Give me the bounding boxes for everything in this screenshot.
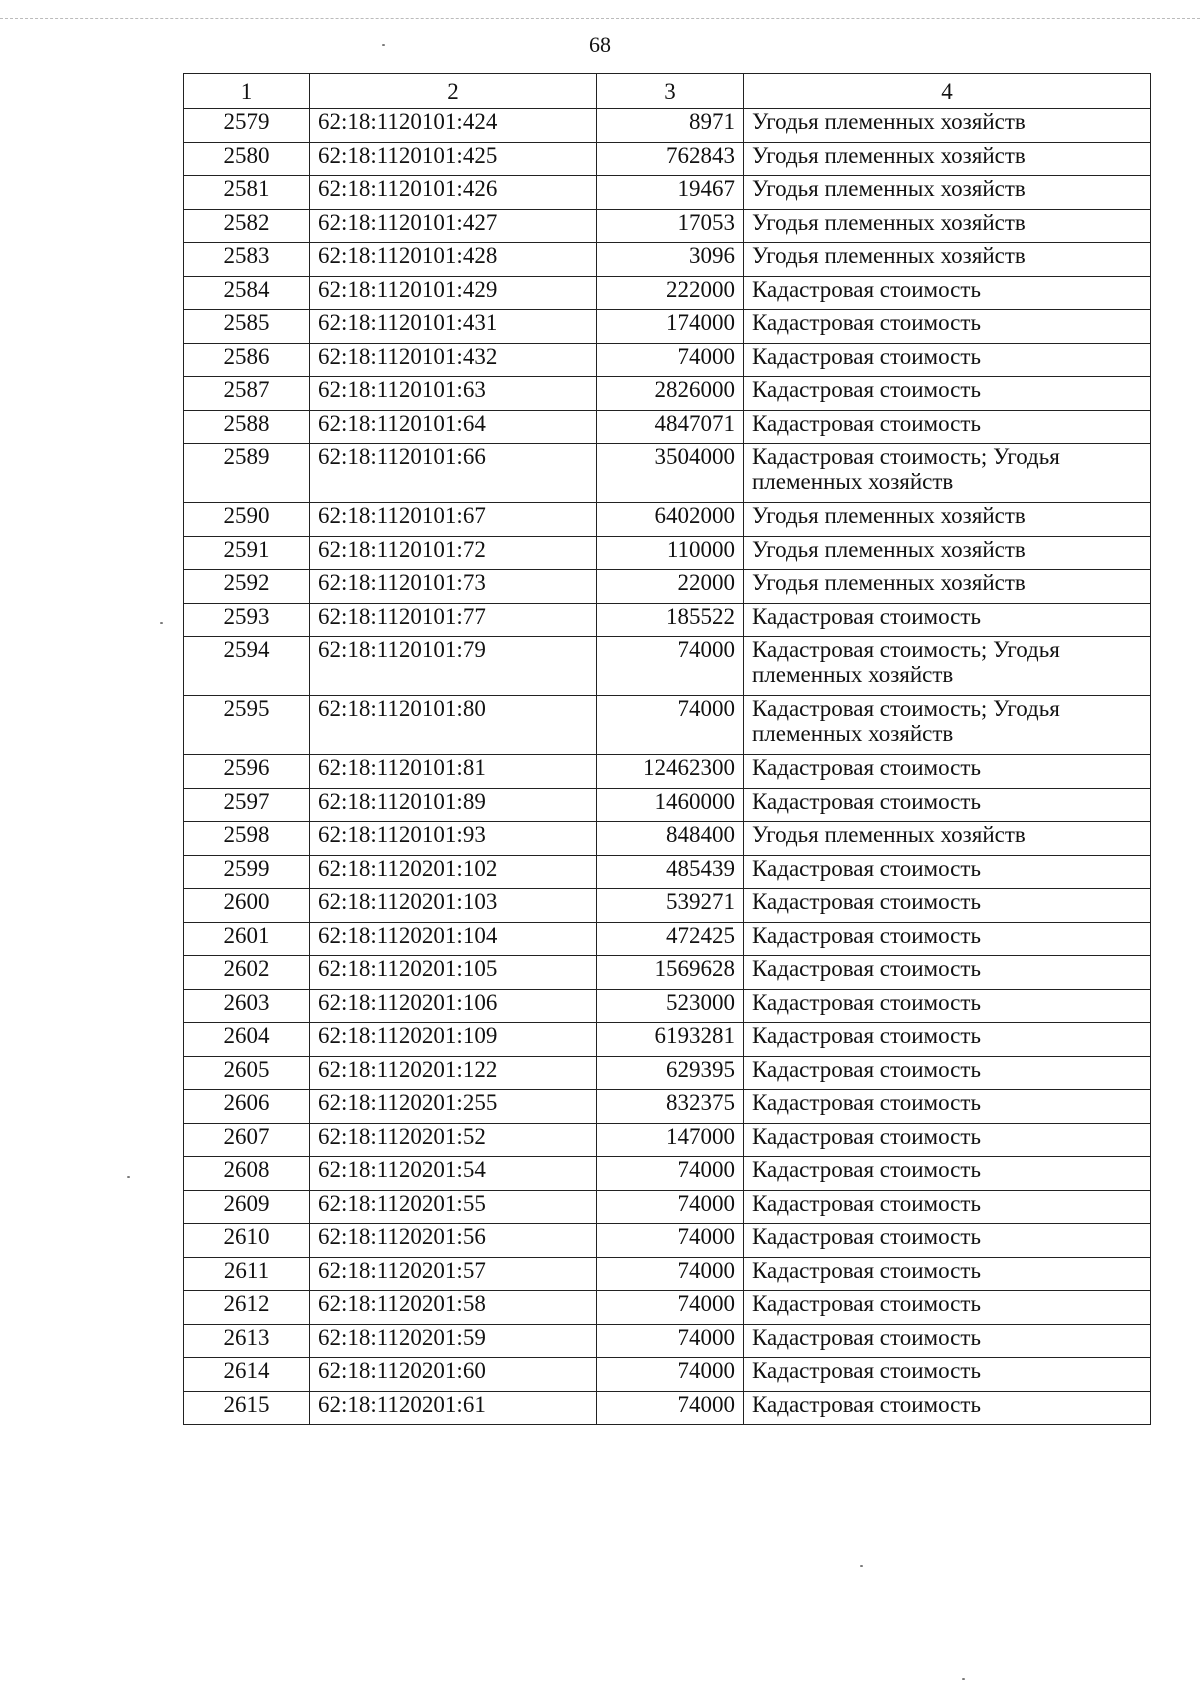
row-number-cell: 2611 [184, 1257, 310, 1291]
area-cell: 4847071 [597, 410, 744, 444]
cadastral-number-cell: 62:18:1120101:80 [310, 696, 597, 755]
cadastral-number-cell: 62:18:1120201:55 [310, 1190, 597, 1224]
cadastral-number-cell: 62:18:1120101:81 [310, 755, 597, 789]
cadastral-number-cell: 62:18:1120101:79 [310, 637, 597, 696]
category-cell: Угодья племенных хозяйств [744, 822, 1151, 856]
cadastral-number-cell: 62:18:1120201:109 [310, 1023, 597, 1057]
table-row [184, 922, 1151, 956]
row-number-cell: 2597 [184, 788, 310, 822]
table-row [184, 343, 1151, 377]
row-number-cell: 2591 [184, 536, 310, 570]
cadastral-number-cell: 62:18:1120101:93 [310, 822, 597, 856]
row-number-cell: 2595 [184, 696, 310, 755]
area-cell: 1569628 [597, 956, 744, 990]
row-number-cell: 2600 [184, 889, 310, 923]
table-body [184, 109, 1151, 1425]
table-row [184, 855, 1151, 889]
category-cell: Угодья племенных хозяйств [744, 570, 1151, 604]
category-cell: Кадастровая стоимость [744, 922, 1151, 956]
table-row [184, 989, 1151, 1023]
land-plots-table [183, 73, 1151, 1425]
category-cell: Угодья племенных хозяйств [744, 503, 1151, 537]
table-row [184, 822, 1151, 856]
area-cell: 17053 [597, 209, 744, 243]
row-number-cell: 2601 [184, 922, 310, 956]
cadastral-number-cell: 62:18:1120201:60 [310, 1358, 597, 1392]
cadastral-number-cell: 62:18:1120201:58 [310, 1291, 597, 1325]
table-row [184, 956, 1151, 990]
column-header-3: 3 [597, 74, 744, 109]
cadastral-number-cell: 62:18:1120201:61 [310, 1391, 597, 1425]
row-number-cell: 2596 [184, 755, 310, 789]
area-cell: 1460000 [597, 788, 744, 822]
table-row [184, 696, 1151, 755]
table-row [184, 637, 1151, 696]
category-cell: Кадастровая стоимость [744, 1157, 1151, 1191]
table-row [184, 310, 1151, 344]
cadastral-number-cell: 62:18:1120101:425 [310, 142, 597, 176]
table-row [184, 503, 1151, 537]
row-number-cell: 2613 [184, 1324, 310, 1358]
table-row [184, 444, 1151, 503]
area-cell: 74000 [597, 637, 744, 696]
cadastral-number-cell: 62:18:1120101:429 [310, 276, 597, 310]
row-number-cell: 2580 [184, 142, 310, 176]
category-cell: Кадастровая стоимость [744, 889, 1151, 923]
category-cell: Кадастровая стоимость [744, 1224, 1151, 1258]
category-cell: Кадастровая стоимость [744, 1090, 1151, 1124]
cadastral-number-cell: 62:18:1120201:103 [310, 889, 597, 923]
row-number-cell: 2607 [184, 1123, 310, 1157]
area-cell: 629395 [597, 1056, 744, 1090]
row-number-cell: 2590 [184, 503, 310, 537]
category-cell: Кадастровая стоимость [744, 788, 1151, 822]
category-cell: Кадастровая стоимость [744, 1023, 1151, 1057]
category-cell: Кадастровая стоимость [744, 1123, 1151, 1157]
column-header-1: 1 [184, 74, 310, 109]
category-cell: Кадастровая стоимость [744, 410, 1151, 444]
row-number-cell: 2588 [184, 410, 310, 444]
cadastral-number-cell: 62:18:1120201:105 [310, 956, 597, 990]
table-row [184, 109, 1151, 143]
column-header-2: 2 [310, 74, 597, 109]
scan-speck [860, 1565, 863, 1567]
area-cell: 6402000 [597, 503, 744, 537]
area-cell: 74000 [597, 1157, 744, 1191]
table-row [184, 1291, 1151, 1325]
page-number: 68 [589, 32, 611, 57]
table-row [184, 788, 1151, 822]
cadastral-number-cell: 62:18:1120201:57 [310, 1257, 597, 1291]
area-cell: 74000 [597, 1358, 744, 1392]
row-number-cell: 2610 [184, 1224, 310, 1258]
area-cell: 74000 [597, 1190, 744, 1224]
row-number-cell: 2603 [184, 989, 310, 1023]
category-cell: Кадастровая стоимость [744, 755, 1151, 789]
area-cell: 22000 [597, 570, 744, 604]
cadastral-number-cell: 62:18:1120101:67 [310, 503, 597, 537]
table-row [184, 1090, 1151, 1124]
cadastral-number-cell: 62:18:1120101:432 [310, 343, 597, 377]
area-cell: 8971 [597, 109, 744, 143]
area-cell: 523000 [597, 989, 744, 1023]
column-header-4: 4 [744, 74, 1151, 109]
cadastral-number-cell: 62:18:1120201:59 [310, 1324, 597, 1358]
scan-speck [127, 1176, 130, 1178]
cadastral-number-cell: 62:18:1120201:56 [310, 1224, 597, 1258]
area-cell: 174000 [597, 310, 744, 344]
table-row [184, 1123, 1151, 1157]
scan-speck [160, 622, 163, 624]
table-row [184, 603, 1151, 637]
area-cell: 472425 [597, 922, 744, 956]
cadastral-number-cell: 62:18:1120201:122 [310, 1056, 597, 1090]
cadastral-number-cell: 62:18:1120101:431 [310, 310, 597, 344]
row-number-cell: 2599 [184, 855, 310, 889]
category-cell: Кадастровая стоимость [744, 343, 1151, 377]
category-cell: Кадастровая стоимость; Угодья племенных хозяйств [744, 444, 1151, 503]
table-row [184, 570, 1151, 604]
cadastral-number-cell: 62:18:1120101:427 [310, 209, 597, 243]
area-cell: 74000 [597, 1324, 744, 1358]
row-number-cell: 2579 [184, 109, 310, 143]
category-cell: Кадастровая стоимость [744, 989, 1151, 1023]
row-number-cell: 2608 [184, 1157, 310, 1191]
table-row [184, 176, 1151, 210]
area-cell: 2826000 [597, 377, 744, 411]
category-cell: Угодья племенных хозяйств [744, 142, 1151, 176]
area-cell: 832375 [597, 1090, 744, 1124]
table-row [184, 1358, 1151, 1392]
table-header-row [184, 74, 1151, 109]
table-row [184, 243, 1151, 277]
row-number-cell: 2592 [184, 570, 310, 604]
cadastral-number-cell: 62:18:1120201:106 [310, 989, 597, 1023]
category-cell: Кадастровая стоимость [744, 377, 1151, 411]
table-row [184, 1391, 1151, 1425]
area-cell: 74000 [597, 696, 744, 755]
area-cell: 762843 [597, 142, 744, 176]
row-number-cell: 2584 [184, 276, 310, 310]
area-cell: 74000 [597, 1257, 744, 1291]
table-row [184, 410, 1151, 444]
category-cell: Кадастровая стоимость [744, 1056, 1151, 1090]
cadastral-number-cell: 62:18:1120201:104 [310, 922, 597, 956]
table-row [184, 1157, 1151, 1191]
table-row [184, 536, 1151, 570]
area-cell: 3504000 [597, 444, 744, 503]
cadastral-number-cell: 62:18:1120101:64 [310, 410, 597, 444]
area-cell: 110000 [597, 536, 744, 570]
cadastral-number-cell: 62:18:1120201:52 [310, 1123, 597, 1157]
category-cell: Кадастровая стоимость [744, 1291, 1151, 1325]
row-number-cell: 2605 [184, 1056, 310, 1090]
row-number-cell: 2612 [184, 1291, 310, 1325]
cadastral-number-cell: 62:18:1120101:428 [310, 243, 597, 277]
area-cell: 6193281 [597, 1023, 744, 1057]
category-cell: Кадастровая стоимость [744, 603, 1151, 637]
row-number-cell: 2585 [184, 310, 310, 344]
table-row [184, 1257, 1151, 1291]
area-cell: 19467 [597, 176, 744, 210]
cadastral-number-cell: 62:18:1120101:424 [310, 109, 597, 143]
area-cell: 74000 [597, 343, 744, 377]
category-cell: Кадастровая стоимость [744, 956, 1151, 990]
area-cell: 185522 [597, 603, 744, 637]
category-cell: Угодья племенных хозяйств [744, 209, 1151, 243]
cadastral-number-cell: 62:18:1120101:89 [310, 788, 597, 822]
row-number-cell: 2606 [184, 1090, 310, 1124]
category-cell: Угодья племенных хозяйств [744, 109, 1151, 143]
row-number-cell: 2602 [184, 956, 310, 990]
table-row [184, 755, 1151, 789]
category-cell: Кадастровая стоимость; Угодья племенных хозяйств [744, 637, 1151, 696]
area-cell: 848400 [597, 822, 744, 856]
row-number-cell: 2587 [184, 377, 310, 411]
cadastral-number-cell: 62:18:1120201:54 [310, 1157, 597, 1191]
category-cell: Кадастровая стоимость [744, 1391, 1151, 1425]
area-cell: 147000 [597, 1123, 744, 1157]
cadastral-number-cell: 62:18:1120101:72 [310, 536, 597, 570]
cadastral-number-cell: 62:18:1120101:66 [310, 444, 597, 503]
scan-speck [962, 1678, 965, 1680]
row-number-cell: 2589 [184, 444, 310, 503]
area-cell: 3096 [597, 243, 744, 277]
row-number-cell: 2583 [184, 243, 310, 277]
table-row [184, 1224, 1151, 1258]
cadastral-number-cell: 62:18:1120101:77 [310, 603, 597, 637]
table-row [184, 377, 1151, 411]
row-number-cell: 2581 [184, 176, 310, 210]
cadastral-number-cell: 62:18:1120201:102 [310, 855, 597, 889]
category-cell: Кадастровая стоимость [744, 310, 1151, 344]
row-number-cell: 2615 [184, 1391, 310, 1425]
category-cell: Кадастровая стоимость [744, 1257, 1151, 1291]
category-cell: Кадастровая стоимость; Угодья племенных хозяйств [744, 696, 1151, 755]
area-cell: 74000 [597, 1291, 744, 1325]
category-cell: Угодья племенных хозяйств [744, 243, 1151, 277]
cadastral-number-cell: 62:18:1120101:63 [310, 377, 597, 411]
area-cell: 74000 [597, 1391, 744, 1425]
area-cell: 485439 [597, 855, 744, 889]
row-number-cell: 2586 [184, 343, 310, 377]
scan-speck [382, 44, 385, 46]
row-number-cell: 2594 [184, 637, 310, 696]
table-row [184, 1056, 1151, 1090]
category-cell: Угодья племенных хозяйств [744, 176, 1151, 210]
table-row [184, 1023, 1151, 1057]
table-row [184, 209, 1151, 243]
area-cell: 222000 [597, 276, 744, 310]
category-cell: Кадастровая стоимость [744, 1190, 1151, 1224]
cadastral-number-cell: 62:18:1120101:426 [310, 176, 597, 210]
cadastral-number-cell: 62:18:1120201:255 [310, 1090, 597, 1124]
area-cell: 539271 [597, 889, 744, 923]
category-cell: Кадастровая стоимость [744, 1324, 1151, 1358]
table-row [184, 276, 1151, 310]
table-row [184, 889, 1151, 923]
row-number-cell: 2614 [184, 1358, 310, 1392]
row-number-cell: 2609 [184, 1190, 310, 1224]
area-cell: 12462300 [597, 755, 744, 789]
area-cell: 74000 [597, 1224, 744, 1258]
table-row [184, 142, 1151, 176]
row-number-cell: 2604 [184, 1023, 310, 1057]
scan-edge-line [0, 18, 1200, 19]
row-number-cell: 2593 [184, 603, 310, 637]
category-cell: Кадастровая стоимость [744, 855, 1151, 889]
table-row [184, 1190, 1151, 1224]
category-cell: Кадастровая стоимость [744, 1358, 1151, 1392]
row-number-cell: 2582 [184, 209, 310, 243]
category-cell: Угодья племенных хозяйств [744, 536, 1151, 570]
category-cell: Кадастровая стоимость [744, 276, 1151, 310]
cadastral-number-cell: 62:18:1120101:73 [310, 570, 597, 604]
row-number-cell: 2598 [184, 822, 310, 856]
table-row [184, 1324, 1151, 1358]
